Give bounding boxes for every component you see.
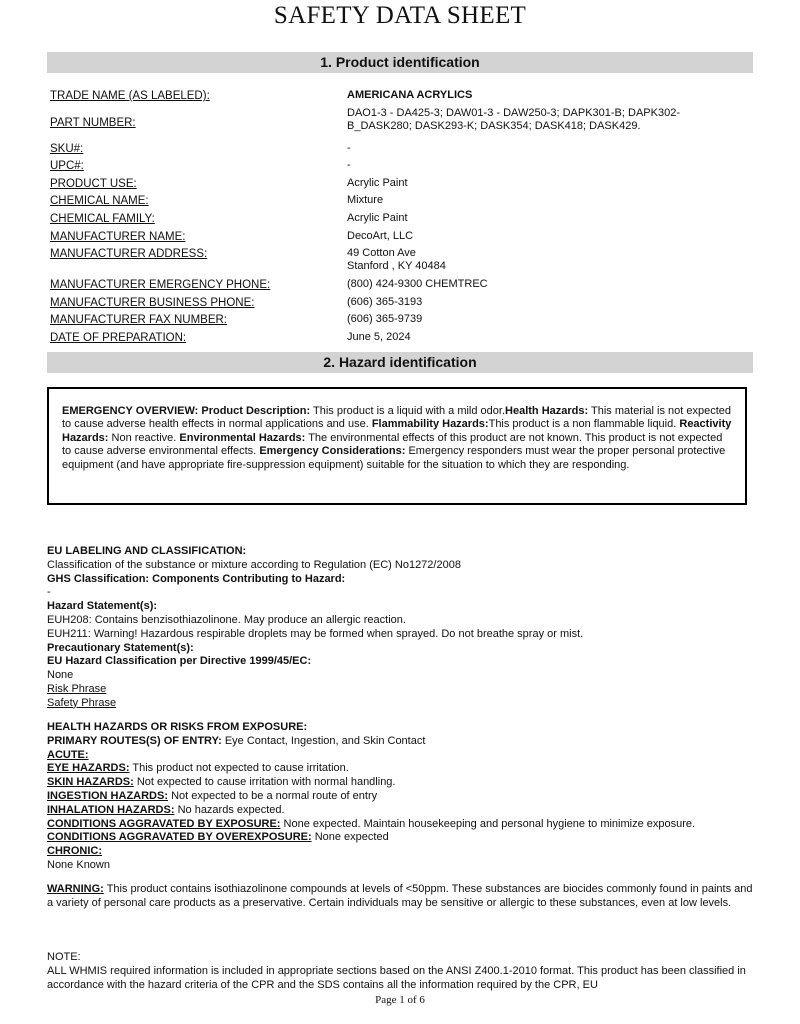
flammability-hazards-text: This product is a non flammable liquid.	[488, 418, 677, 431]
skin-hazards-text: Not expected to cause irritation with normal handling.	[136, 776, 396, 789]
section-2-heading: 2. Hazard identification	[47, 352, 753, 373]
eye-hazards-label: EYE HAZARDS:	[47, 762, 130, 775]
fax-number-value: (606) 365-9739	[347, 313, 423, 326]
table-row	[50, 175, 750, 193]
note-text: ALL WHMIS required information is included in appropriate sections based on the ANSI Z400.1-2010 format. This product has been classified in accordance with the hazard criteria of the CPR and the SDS contains all the information required by the CPR, EU	[47, 964, 746, 991]
chronic-heading: CHRONIC:	[47, 845, 102, 858]
table-row	[50, 311, 750, 329]
environmental-hazards-text: The environmental effects of this product are not known. This product is not expected to cause adverse environmental effects.	[62, 431, 723, 458]
conditions-overexposure-text: None expected	[314, 831, 389, 844]
document-title: SAFETY DATA SHEET	[273, 2, 527, 29]
date-of-preparation-label: DATE OF PREPARATION:	[50, 331, 187, 344]
warning-label: WARNING:	[47, 883, 104, 895]
reactivity-hazards-text: Non reactive.	[111, 431, 177, 444]
manufacturer-address-label: MANUFACTURER ADDRESS:	[50, 248, 208, 261]
fax-number-label: MANUFACTURER FAX NUMBER:	[50, 314, 227, 327]
business-phone-value: (606) 365-3193	[347, 295, 423, 308]
eye-hazards-text: This product not expected to cause irritation.	[132, 762, 349, 775]
product-identification-table	[50, 87, 750, 347]
environmental-hazards-label: Environmental Hazards:	[179, 431, 306, 444]
table-row	[50, 210, 750, 228]
table-row	[50, 329, 750, 347]
manufacturer-name-label: MANUFACTURER NAME:	[50, 230, 186, 243]
ingestion-hazards-label: INGESTION HAZARDS:	[47, 789, 168, 802]
directive-none: None	[47, 669, 74, 682]
upc-value: -	[347, 159, 351, 172]
chemical-family-label: CHEMICAL FAMILY:	[50, 212, 155, 225]
sku-value: -	[347, 141, 351, 154]
emergency-overview-label: EMERGENCY OVERVIEW:	[62, 405, 199, 417]
inhalation-hazards-label: INHALATION HAZARDS:	[47, 803, 175, 816]
eu-labeling-heading: EU LABELING AND CLASSIFICATION:	[47, 545, 247, 557]
warning-section	[47, 883, 753, 911]
table-row	[50, 157, 750, 175]
table-row	[50, 192, 750, 210]
ghs-classification-heading: GHS Classification: Components Contributing to Hazard:	[47, 572, 346, 585]
precautionary-statements-heading: Precautionary Statement(s):	[47, 641, 194, 654]
acute-heading: ACUTE:	[47, 748, 89, 761]
manufacturer-address-value	[347, 245, 747, 276]
eu-classification-text: Classification of the substance or mixture according to Regulation (EC) No1272/2008	[47, 558, 461, 571]
product-use-value: Acrylic Paint	[347, 176, 408, 189]
inhalation-hazards-text: No hazards expected.	[177, 803, 285, 816]
emergency-considerations-text: Emergency responders must wear the proper personal protective equipment (and have appropriate fire-suppression equipment) suitable for the situation to which they are responding.	[62, 445, 726, 471]
ghs-dash: -	[47, 586, 51, 599]
business-phone-label: MANUFACTURER BUSINESS PHONE:	[50, 296, 255, 309]
table-row	[50, 245, 750, 276]
product-description-label: Product Description:	[201, 405, 311, 417]
page-number: Page 1 of 6	[375, 994, 425, 1006]
emergency-considerations-label: Emergency Considerations:	[259, 445, 406, 458]
trade-name-value: AMERICANA ACRYLICS	[347, 89, 473, 101]
part-number-label: PART NUMBER:	[50, 116, 136, 129]
emergency-overview-box	[47, 387, 747, 505]
trade-name-label: TRADE NAME (AS LABELED):	[50, 90, 210, 102]
note-section	[47, 951, 753, 992]
upc-label: UPC#:	[50, 160, 84, 173]
conditions-overexposure-label: CONDITIONS AGGRAVATED BY OVEREXPOSURE:	[47, 831, 312, 844]
ingestion-hazards-text: Not expected to be a normal route of entry	[171, 789, 378, 802]
health-hazards-heading: HEALTH HAZARDS OR RISKS FROM EXPOSURE:	[47, 721, 308, 733]
date-of-preparation-value: June 5, 2024	[347, 330, 411, 343]
address-line-2: Stanford , KY 40484	[347, 260, 446, 273]
table-row	[50, 140, 750, 158]
eu-labeling-section	[47, 545, 757, 711]
health-hazards-label: Health Hazards:	[505, 405, 589, 417]
manufacturer-name-value: DecoArt, LLC	[347, 229, 414, 242]
hazard-statements-heading: Hazard Statement(s):	[47, 600, 158, 613]
address-line-1: 49 Cotton Ave	[347, 247, 416, 260]
routes-of-entry-label: PRIMARY ROUTES(S) OF ENTRY:	[47, 734, 222, 747]
sku-label: SKU#:	[50, 142, 84, 155]
table-row	[50, 105, 750, 140]
reactivity-hazards-label: Reactivity Hazards:	[62, 418, 732, 444]
conditions-exposure-label: CONDITIONS AGGRAVATED BY EXPOSURE:	[47, 817, 281, 830]
product-description-text: This product is a liquid with a mild odor.	[313, 405, 506, 417]
chronic-text: None Known	[47, 858, 110, 871]
health-hazards-text: This material is not expected to cause adverse health effects in normal applications and use.	[62, 405, 732, 431]
skin-hazards-label: SKIN HAZARDS:	[47, 776, 134, 789]
risk-phrase: Risk Phrase	[47, 682, 107, 695]
chemical-family-value: Acrylic Paint	[347, 211, 408, 224]
safety-phrase: Safety Phrase	[47, 696, 117, 709]
emergency-phone-label: MANUFACTURER EMERGENCY PHONE:	[50, 279, 271, 292]
health-hazards-section	[47, 721, 757, 873]
table-row	[50, 294, 750, 312]
chemical-name-label: CHEMICAL NAME:	[50, 195, 149, 208]
routes-of-entry-text: Eye Contact, Ingestion, and Skin Contact	[224, 734, 426, 747]
note-label: NOTE:	[47, 951, 81, 963]
table-row	[50, 228, 750, 246]
flammability-hazards-label: Flammability Hazards:	[371, 418, 489, 431]
euh211-statement: EUH211: Warning! Hazardous respirable droplets may be formed when sprayed. Do not breathe spray or mist.	[47, 627, 584, 640]
conditions-exposure-text: None expected. Maintain housekeeping and personal hygiene to minimize exposure.	[283, 817, 696, 830]
emergency-phone-value: (800) 424-9300 CHEMTREC	[347, 278, 488, 291]
eu-directive-heading: EU Hazard Classification per Directive 1999/45/EC:	[47, 655, 312, 668]
part-number-value: DAO1-3 - DA425-3; DAW01-3 - DAW250-3; DAPK301-B; DAPK302-B_DASK280; DASK293-K; DASK354; DASK418; DASK429.	[347, 106, 680, 132]
product-use-label: PRODUCT USE:	[50, 177, 137, 190]
section-1-heading: 1. Product identification	[47, 52, 753, 73]
table-row	[50, 276, 750, 294]
euh208-statement: EUH208: Contains benzisothiazolinone. May produce an allergic reaction.	[47, 613, 406, 626]
chemical-name-value: Mixture	[347, 194, 384, 207]
warning-text: This product contains isothiazolinone compounds at levels of <50ppm. These substances are biocides commonly found in paints and a variety of personal care products as a preservative. Certain individuals may be sensitive or allergic to these substances, even at low levels.	[47, 883, 753, 909]
table-row	[50, 87, 750, 105]
